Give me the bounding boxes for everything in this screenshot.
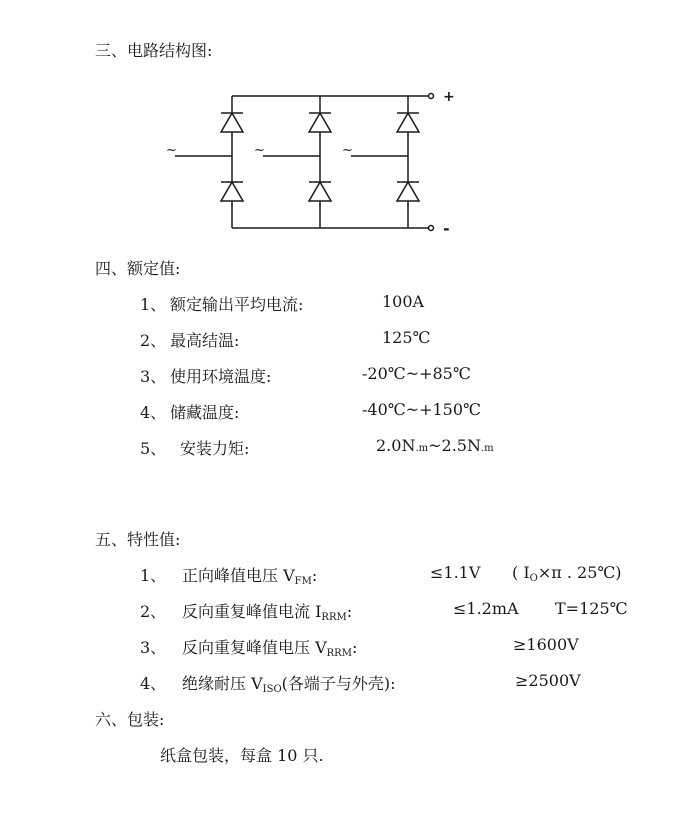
char-condition: T=125℃ <box>555 599 628 618</box>
rating-label: 最高结温: <box>170 331 240 350</box>
rating-value: -40℃~+150℃ <box>362 400 481 419</box>
char-num: 3、 <box>140 638 167 657</box>
torque-unit-b: .m <box>480 443 494 454</box>
char-label-text: 绝缘耐压 V <box>182 674 263 693</box>
diode-lower-3 <box>397 182 419 201</box>
rating-label: 安装力矩: <box>180 439 250 458</box>
char-label-sub: ISO <box>262 684 282 695</box>
rating-num: 4、 <box>140 403 167 422</box>
diode-upper-2 <box>309 113 331 132</box>
section-5-title: 五、特性值: <box>95 530 181 549</box>
char-label-text: 反向重复峰值电压 V <box>182 638 327 657</box>
char-label <box>182 599 352 623</box>
diode-lower-2 <box>309 182 331 201</box>
rating-num: 5、 <box>140 439 167 458</box>
rating-label: 额定输出平均电流: <box>170 295 304 314</box>
char-num: 4、 <box>140 674 167 693</box>
char-label-colon: : <box>311 566 318 585</box>
char-value: ≥2500V <box>515 671 581 690</box>
diode-upper-3 <box>397 113 419 132</box>
char-value: ≤1.2mA <box>453 599 519 618</box>
char-label-sub: FM <box>294 576 312 587</box>
ac-input-3-label: ~ <box>342 143 353 158</box>
char-label-text: 反向重复峰值电流 I <box>182 602 322 621</box>
rating-num: 3、 <box>140 367 167 386</box>
rating-value <box>376 436 494 455</box>
section-6-title: 六、包装: <box>95 710 165 729</box>
char-label-text: 正向峰值电压 V <box>182 566 295 585</box>
char-label <box>182 671 396 695</box>
cond-sub: O <box>529 573 538 584</box>
diode-upper-1 <box>221 113 243 132</box>
ac-input-2-label: ~ <box>254 143 265 158</box>
rating-num: 1、 <box>140 295 167 314</box>
diode-lower-1 <box>221 182 243 201</box>
char-label-colon: : <box>351 638 358 657</box>
section-3-title: 三、电路结构图: <box>95 41 213 60</box>
minus-terminal-label: - <box>443 219 450 238</box>
char-label-colon: : <box>346 602 353 621</box>
char-value: ≥1600V <box>513 635 579 654</box>
cond-b: ×π . 25℃) <box>537 563 622 582</box>
torque-unit-a: .m <box>415 443 429 454</box>
rating-value: 125℃ <box>382 328 431 347</box>
char-value: ≤1.1V <box>430 563 481 582</box>
char-num: 1、 <box>140 566 167 585</box>
char-label-sub: RRM <box>326 648 352 659</box>
char-label-sub: RRM <box>321 612 347 623</box>
char-condition <box>512 563 622 584</box>
rating-value: -20℃~+85℃ <box>362 364 471 383</box>
rating-label: 储藏温度: <box>170 403 240 422</box>
section-4-title: 四、额定值: <box>95 259 181 278</box>
torque-min: 2.0N <box>376 436 416 455</box>
char-label <box>182 635 357 659</box>
char-label <box>182 563 317 587</box>
torque-max: 2.5N <box>441 436 481 455</box>
rating-value: 100A <box>382 292 425 311</box>
packaging-text: 纸盒包装，每盒 10 只. <box>160 746 324 765</box>
ac-input-1-label: ~ <box>166 143 177 158</box>
cond-a: ( I <box>512 563 530 582</box>
torque-tilde: ~ <box>428 436 442 455</box>
rating-num: 2、 <box>140 331 167 350</box>
char-label-colon: (各端子与外壳): <box>281 674 396 693</box>
char-num: 2、 <box>140 602 167 621</box>
plus-terminal-label: + <box>443 89 455 105</box>
rating-label: 使用环境温度: <box>170 367 272 386</box>
